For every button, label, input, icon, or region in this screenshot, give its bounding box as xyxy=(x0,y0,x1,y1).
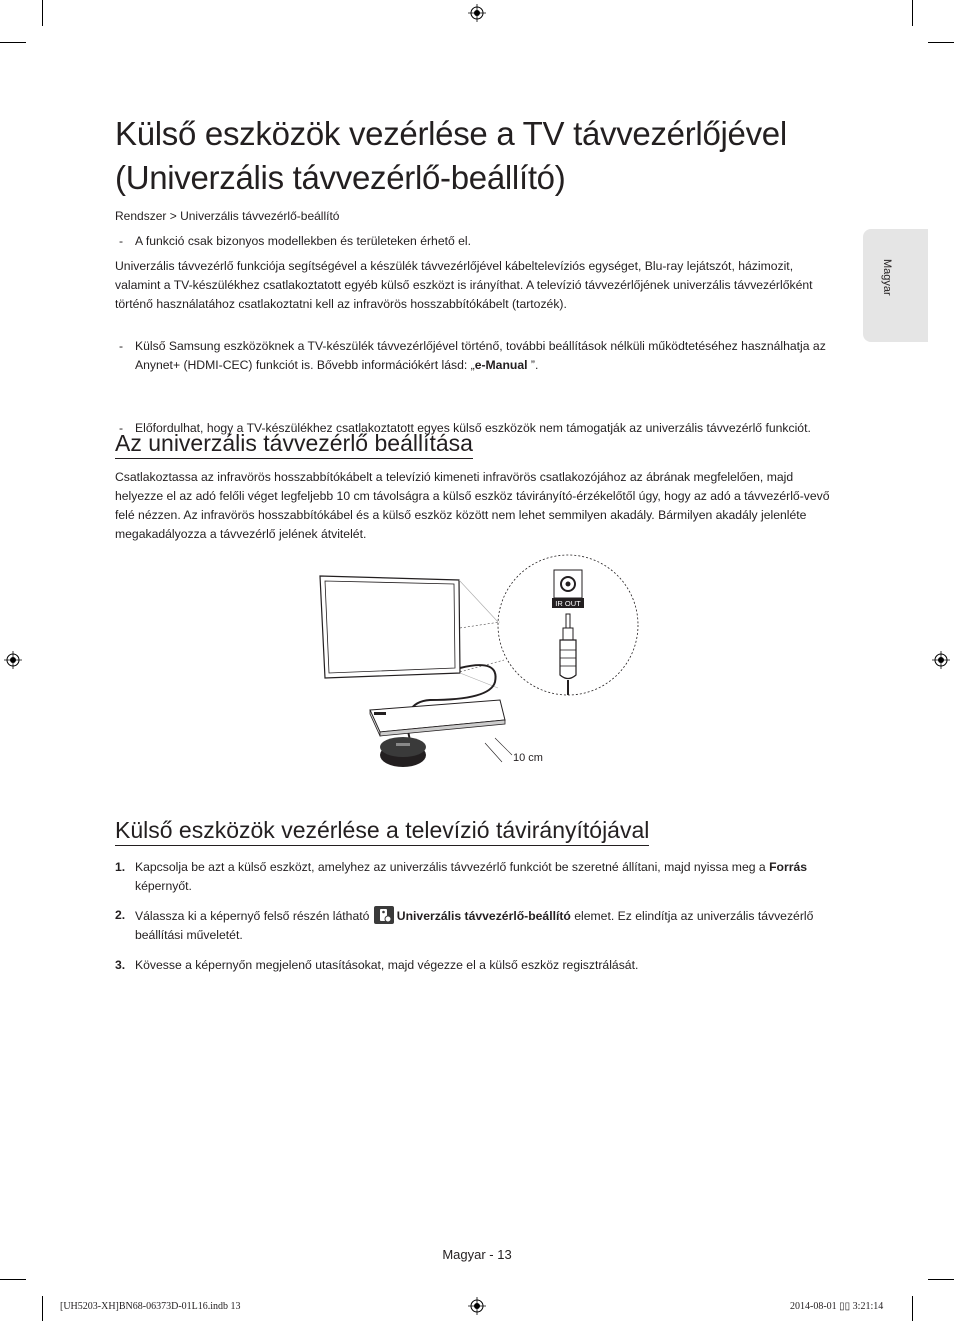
step-3-number: 3. xyxy=(115,958,126,972)
note-anynet-end: ”. xyxy=(527,358,539,372)
registration-mark-icon xyxy=(932,651,950,669)
step-2-end: elemet. Ez elindítja az univerzális távvezérlő beállítási műveletét. xyxy=(135,909,814,942)
page-title: Külső eszközök vezérlése a TV távvezérlőjével (Univerzális távvezérlő-beállító) xyxy=(115,115,787,196)
universal-remote-app-icon xyxy=(374,906,394,924)
print-footer-right: 2014-08-01 ▯▯ 3:21:14 xyxy=(790,1301,884,1312)
step-1-end: képernyőt. xyxy=(135,879,192,893)
breadcrumb-separator: > xyxy=(169,209,177,223)
universal-remote-setup-name: Univerzális távvezérlő-beállító xyxy=(396,909,571,923)
step-1-number: 1. xyxy=(115,860,126,874)
ir-out-zoom-circle xyxy=(460,555,638,695)
language-side-tab-label: Magyar xyxy=(881,259,893,296)
external-device-illustration xyxy=(370,700,505,736)
step-3 xyxy=(115,956,835,975)
section-heading-setup xyxy=(115,429,473,459)
section-heading-setup-text: Az univerzális távvezérlő beállítása xyxy=(115,429,473,459)
tv-illustration xyxy=(320,576,498,688)
language-side-tab xyxy=(863,229,928,342)
setup-paragraph: Csatlakoztassa az infravörös hosszabbítókábelt a televízió kimeneti infravörös csatlakozójához az ábrának megfelelően, majd helyezze el az adó felőli véget legfeljebb 10 cm távolságra a külső eszköz távirányító-érzékelőtől úgy, hogy az adó a távvezérlő-vevő felé nézzen. Az infravörös hosszabbítókábel és a külső eszköz között nem lehet semmilyen akadály. Bármilyen akadály jelenléte megakadályozza a távvezérlő jelének átvitelét. xyxy=(115,470,830,541)
ir-blaster-illustration xyxy=(380,737,426,767)
section-heading-control-text: Külső eszközök vezérlése a televízió távirányítójával xyxy=(115,816,649,846)
distance-label: 10 cm xyxy=(513,752,543,764)
source-menu-name: Forrás xyxy=(769,860,807,874)
note-compatibility: - Előfordulhat, hogy a TV-készülékhez csatlakoztatott egyes külső eszközök nem támogatják az univerzális távvezérlő funkciót. xyxy=(115,419,835,438)
registration-mark-icon xyxy=(468,1297,486,1315)
ir-cable-illustration xyxy=(310,550,640,780)
note-anynet xyxy=(115,337,835,375)
distance-marker xyxy=(485,738,512,762)
page-number: Magyar - 13 xyxy=(442,1247,512,1262)
breadcrumb-current: Univerzális távvezérlő-beállító xyxy=(180,209,340,223)
step-2-text: Válassza ki a képernyő felső részén látható xyxy=(135,909,373,923)
note-availability: - A funkció csak bizonyos modellekben és területeken érhető el. xyxy=(115,232,855,251)
e-manual-link: e-Manual xyxy=(474,358,528,372)
step-3-text: Kövesse a képernyőn megjelenő utasításokat, majd végezze el a külső eszköz regisztrálását. xyxy=(135,958,639,972)
intro-paragraph: Univerzális távvezérlő funkciója segítségével a készülék távvezérlőjével kábeltelevíziós egységet, Blu-ray lejátszót, házimozit, valamint a TV-készülékhez csatlakoztatott egyéb külső eszközt is irányíthat. A televízió távvezérlőjének univerzális távvezérlőként történő használatához csatlakoztatni kell az infravörös hosszabbítókábelt (tartozék). xyxy=(115,259,813,311)
registration-mark-icon xyxy=(4,651,22,669)
registration-mark-icon xyxy=(468,4,486,22)
section-heading-control xyxy=(115,816,649,846)
step-2 xyxy=(115,906,835,945)
print-footer-left: [UH5203-XH]BN68-06373D-01L16.indb 13 xyxy=(60,1301,241,1312)
step-1-text: Kapcsolja be azt a külső eszközt, amelyhez az univerzális távvezérlő funkciót be szeretné állítani, majd nyissa meg a xyxy=(135,860,770,874)
note-anynet-text: Külső Samsung eszközöknek a TV-készülék távvezérlőjével történő, további beállítások nélküli működtetéséhez használhatja az Anynet+ (HDMI-CEC) funkciót is. Bővebb információkért lásd: „ xyxy=(135,339,826,372)
ir-out-label: IR OUT xyxy=(555,599,581,608)
breadcrumb xyxy=(115,209,339,223)
step-2-number: 2. xyxy=(115,908,126,922)
step-1 xyxy=(115,858,835,896)
breadcrumb-root: Rendszer xyxy=(115,209,167,223)
